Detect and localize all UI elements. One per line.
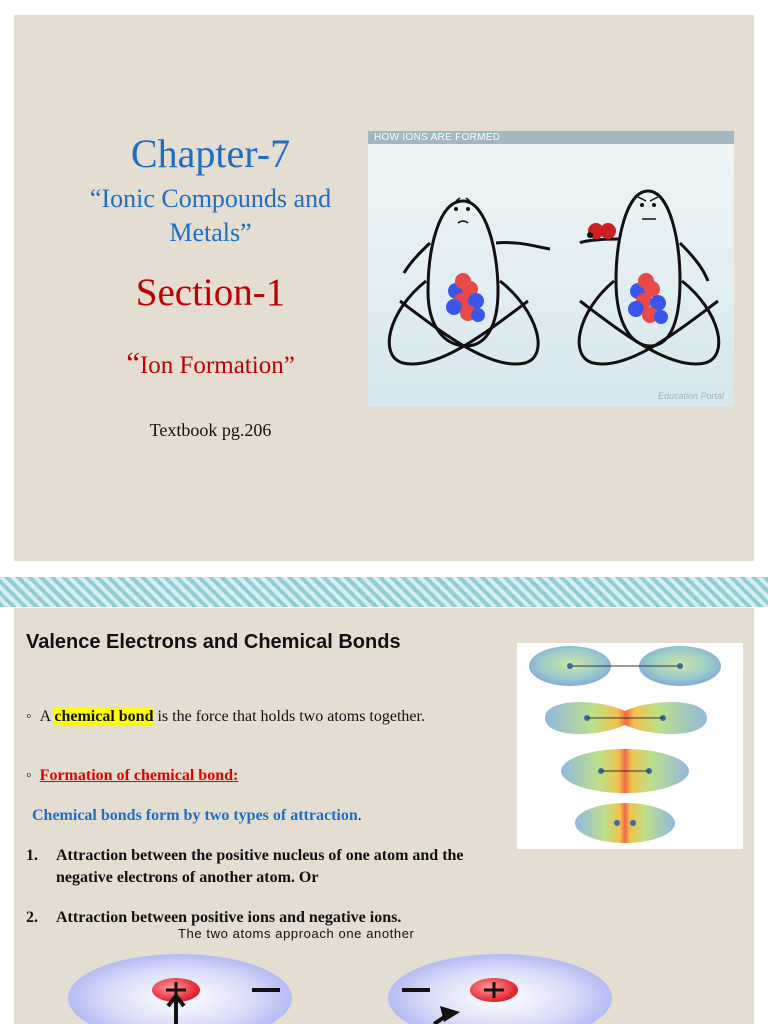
attraction-types-text: Chemical bonds form by two types of attraction: [32, 807, 358, 824]
chapter-title: Chapter-7: [130, 131, 291, 176]
atoms-approach-drawing: [14, 940, 754, 1024]
ions-cartoon-image: [368, 131, 734, 407]
bullet-formation: [26, 767, 238, 785]
highlighted-term: chemical bond: [54, 708, 154, 725]
chapter-subtitle: [28, 182, 393, 250]
approach-caption: The two atoms approach one another: [178, 926, 415, 941]
image-credit: Education Portal: [657, 391, 724, 401]
attraction-types-line: [32, 807, 362, 825]
attraction-types-period: .: [357, 807, 362, 824]
subtitle-line-2: Metals”: [169, 218, 252, 247]
slide-title: Valence Electrons and Chemical Bonds: [26, 631, 401, 653]
topic-open-quote: “: [126, 345, 140, 380]
content-slide: [14, 608, 754, 1024]
topic-title: [28, 345, 393, 381]
bond-formation-drawing: [517, 643, 743, 849]
subtitle-line-1: “Ionic Compounds and: [89, 184, 332, 213]
formation-heading: Formation of chemical bond:: [39, 767, 239, 784]
bullet1-suffix: is the force that holds two atoms together.: [153, 708, 425, 725]
list-text: Attraction between the positive nucleus of one atom and the negative electrons of another atom. Or: [56, 847, 464, 886]
electron-cloud-image: [517, 643, 743, 849]
slide-divider-stripe: [0, 577, 768, 607]
bullet-marker: ◦: [26, 767, 32, 784]
bullet1-prefix: A: [39, 708, 55, 725]
list-text: Attraction between positive ions and negative ions.: [56, 909, 402, 926]
atom-cartoon-drawing: [368, 131, 734, 407]
section-title: Section-1: [135, 271, 286, 314]
list-number: 2.: [26, 909, 38, 926]
topic-text: Ion Formation”: [139, 352, 295, 379]
list-number: 1.: [26, 847, 38, 864]
title-slide: [14, 15, 754, 561]
bullet-chemical-bond: [26, 706, 496, 728]
list-item: [26, 845, 496, 889]
image-caption: HOW IONS ARE FORMED: [374, 132, 501, 143]
bullet-marker: ◦: [26, 708, 32, 725]
textbook-reference: Textbook pg.206: [149, 420, 272, 440]
